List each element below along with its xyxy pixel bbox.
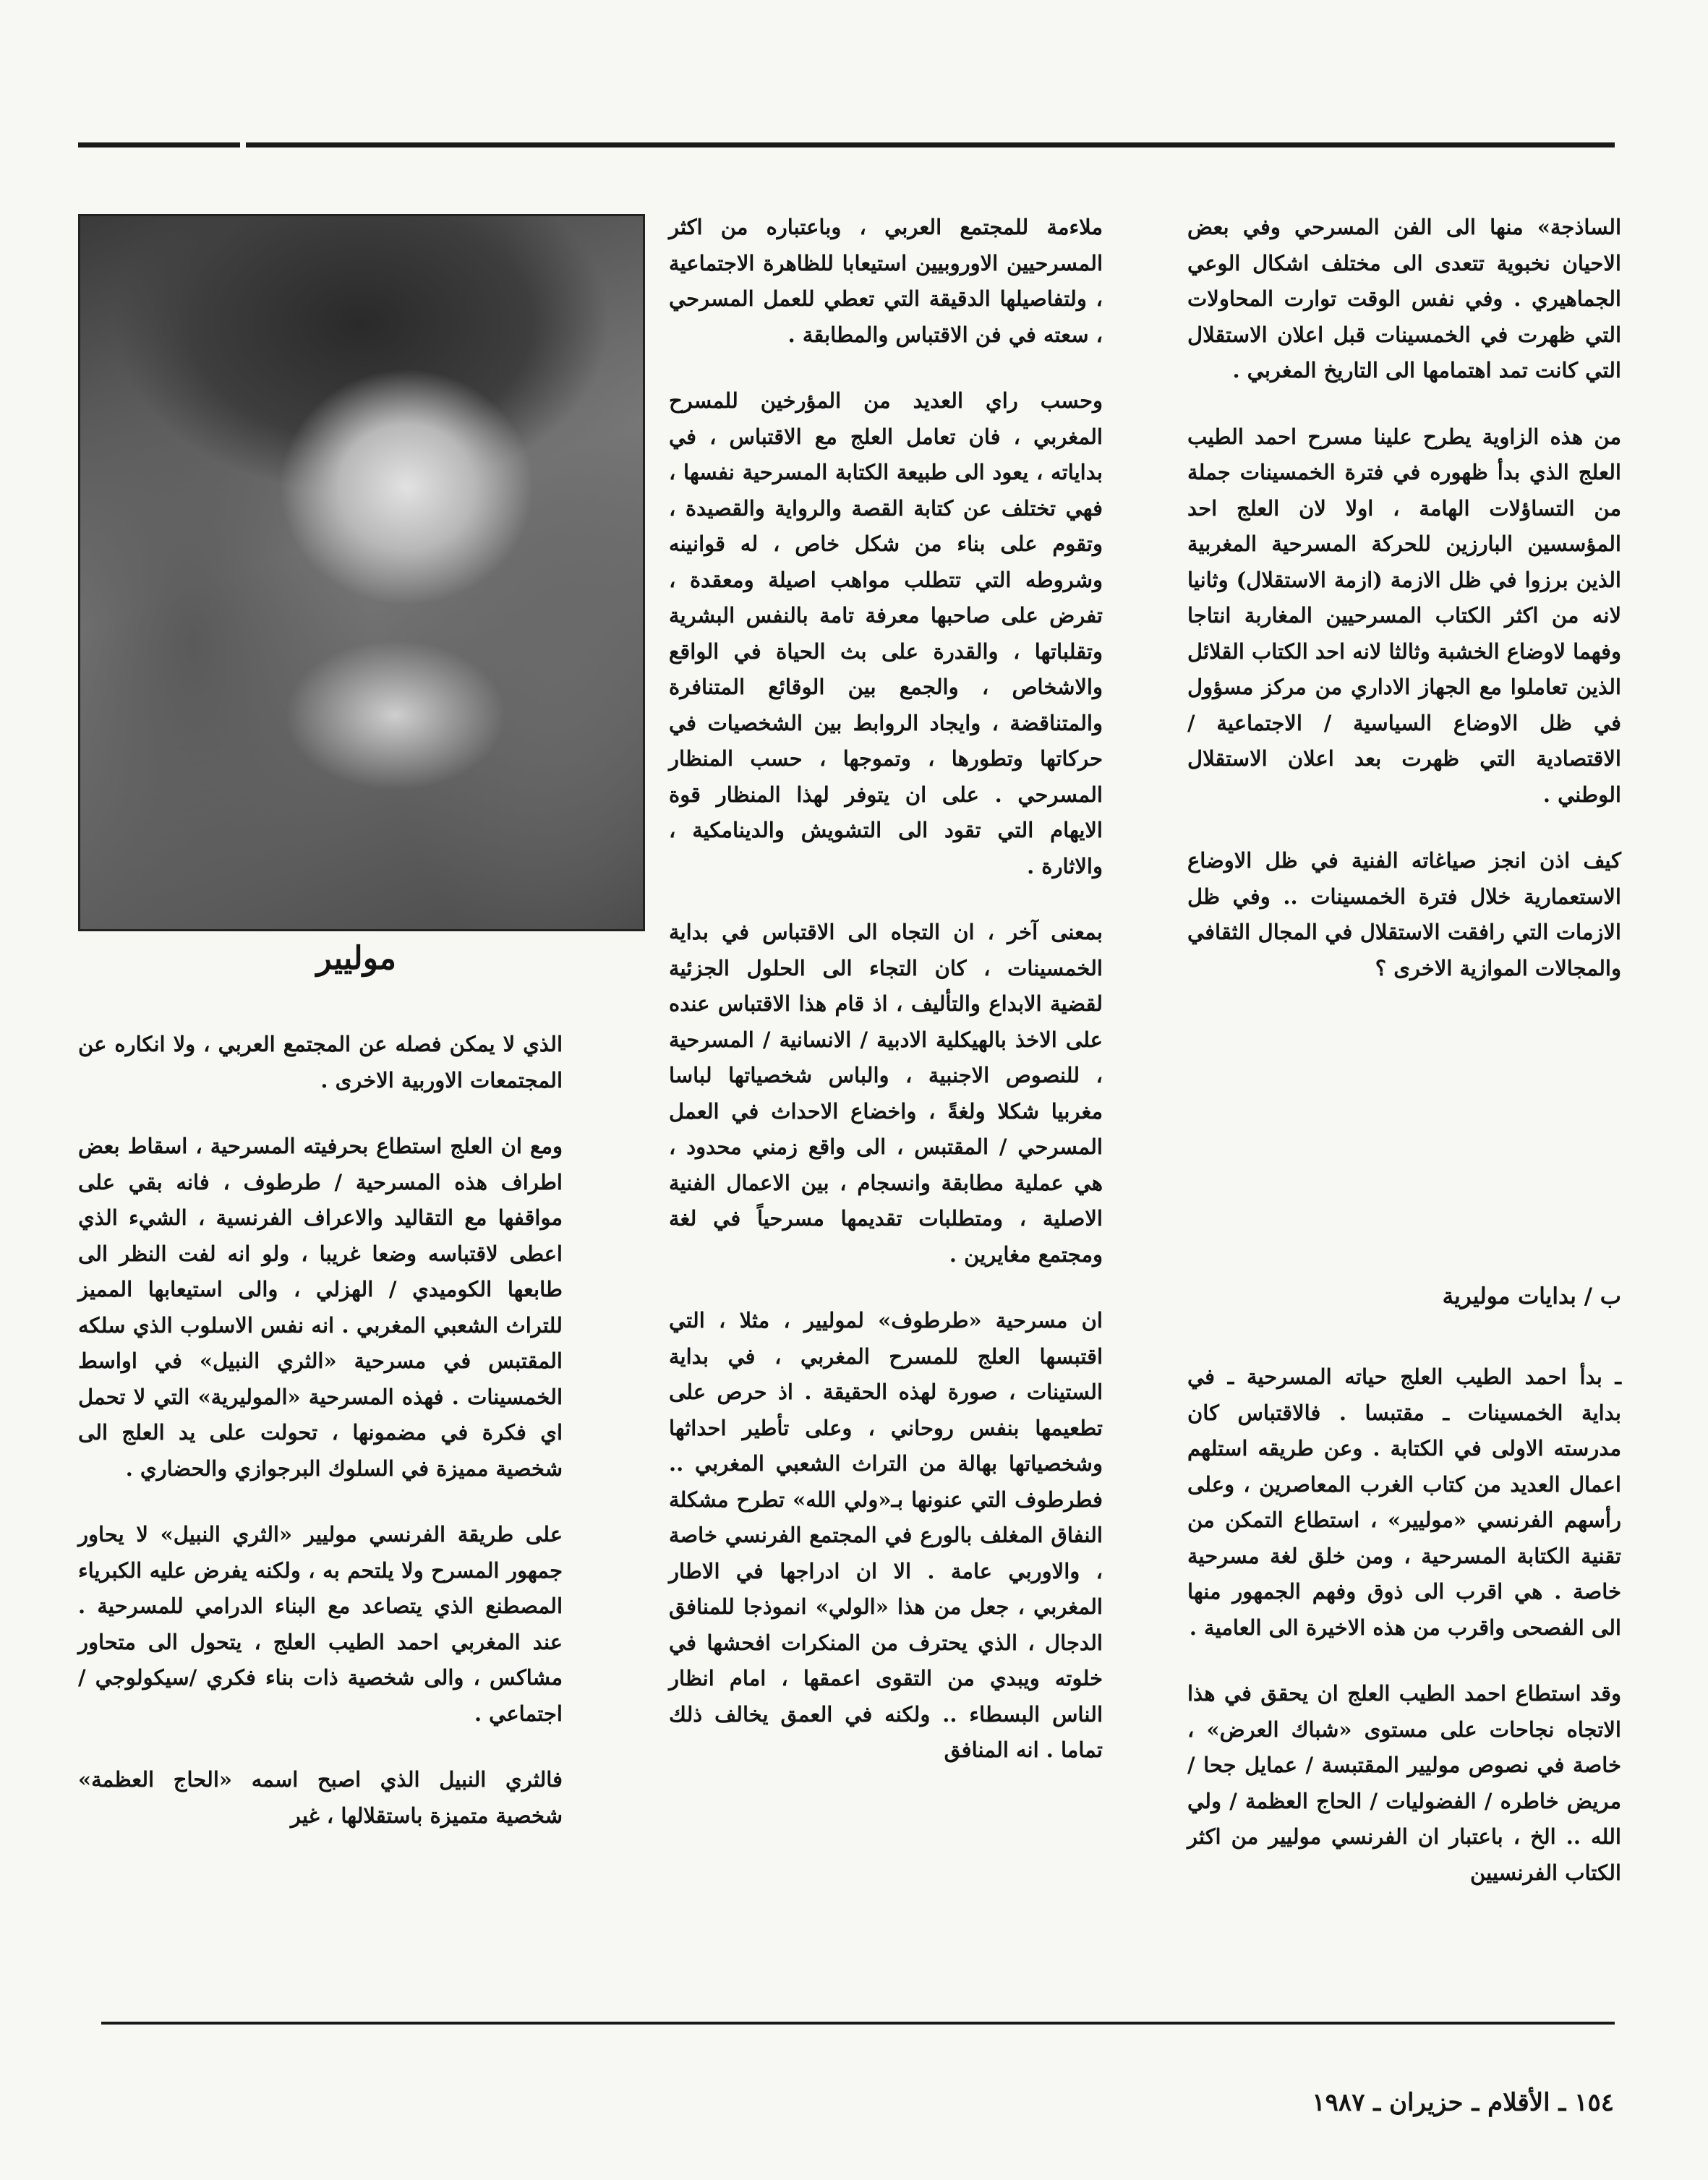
paragraph: بمعنى آخر ، ان التجاه الى الاقتباس في بداية الخمسينات ، كان التجاء الى الحلول الجزئية لقضية الابداع والتأليف ، اذ قام هذا الاقتباس عنده على الاخذ بالهيكلية الادبية / الانسانية / المسرحية ، للنصوص الاجنبية ، والباس شخصياتها لباسا مغربيا شكلا ولغةً ، واخضاع الاحداث في العمل المسرحي / المقتبس ، الى واقع زمني محدود ، هي عملية مطابقة وانسجام ، بين الاعمال الفنية الاصلية ، ومتطلبات تقديمها مسرحياً في لغة ومجتمع مغايرين .: [669, 920, 1103, 1267]
paragraph: ومع ان العلج استطاع بحرفيته المسرحية ، اسقاط بعض اطراف هذه المسرحية / طرطوف ، فانه بقي على مواقفها مع التقاليد والاعراف الفرنسية ، الشيء الذي اعطى لاقتباسه وضعا غريبا ، ولو انه لفت النظر الى طابعها الكوميدي / الهزلي ، والى استيعابها المميز للتراث الشعبي المغربي . انه نفس الاسلوب الذي سلكه المقتبس في مسرحية «الثري النبيل» في اواسط الخمسينات . فهذه المسرحية «الموليرية» التي لا تحمل اي فكرة في مضمونها ، تحولت على يد العلج الى شخصية مميزة في السلوك البرجوازي والحضاري .: [78, 1134, 563, 1481]
column-middle: [669, 210, 1103, 1769]
paragraph: كيف اذن انجز صياغاته الفنية في ظل الاوضاع الاستعمارية خلال فترة الخمسينات .. وفي ظل الازمات التي رافقت الاستقلال في المجال الثقافي والمجالات الموازية الاخرى ؟: [1187, 848, 1621, 980]
page-footer: ١٥٤ ـ الأقلام ـ حزيران ـ ١٩٨٧: [1312, 2088, 1614, 2117]
paragraph: من هذه الزاوية يطرح علينا مسرح احمد الطيب العلج الذي بدأ ظهوره في فترة الخمسينات جملة من التساؤلات الهامة ، اولا لان العلج احد المؤسسين البارزين للحركة المسرحية المغربية الذين برزوا في ظل الازمة (ازمة الاستقلال) وثانيا لانه من اكثر الكتاب المسرحيين المغاربة انتاجا وفهما لاوضاع الخشبة وثالثا لانه احد الكتاب القلائل الذين تعاملوا مع الجهاز الاداري من مركز مسؤول في ظل الاوضاع السياسية / الاجتماعية / الاقتصادية التي ظهرت بعد اعلان الاستقلال الوطني .: [1187, 424, 1621, 807]
paragraph: على طريقة الفرنسي موليير «الثري النبيل» لا يحاور جمهور المسرح ولا يلتحم به ، ولكنه يفرض عليه الكبرياء المصطنع الذي يتصاعد مع البناء الدرامي للمسرحية . عند المغربي احمد الطيب العلج ، يتحول الى متحاور مشاكس ، والى شخصية ذات بناء فكري /سيكولوجي / اجتماعي .: [78, 1522, 563, 1726]
paragraph: فالثري النبيل الذي اصبح اسمه «الحاج العظمة» شخصية متميزة باستقلالها ، غير: [78, 1767, 563, 1828]
column-left: [78, 1027, 563, 1834]
header-rule-left: [78, 142, 240, 148]
paragraph: وقد استطاع احمد الطيب العلج ان يحقق في هذا الاتجاه نجاحات على مستوى «شباك العرض» ، خاصة في نصوص موليير المقتبسة / عمايل جحا / مريض خاطره / الفضوليات / الحاج العظمة / ولي الله .. الخ ، باعتبار ان الفرنسي موليير من اكثر الكتاب الفرنسيين: [1187, 1681, 1621, 1885]
moliere-portrait-photo: [78, 214, 645, 931]
header-rule-right: [246, 142, 1615, 148]
paragraph: ـ بدأ احمد الطيب العلج حياته المسرحية ـ في بداية الخمسينات ـ مقتبسا . فالاقتباس كان مدرسته الاولى في الكتابة . وعن طريقه استلهم اعمال العديد من كتاب الغرب المعاصرين ، وعلى رأسهم الفرنسي «موليير» ، استطاع التمكن من تقنية الكتابة المسرحية ، ومن خلق لغة مسرحية خاصة . هي اقرب الى ذوق وفهم الجمهور منها الى الفصحى واقرب من هذه الاخيرة الى العامية .: [1187, 1364, 1621, 1640]
photo-caption: موليير: [316, 940, 396, 977]
section-subheading: ب / بدايات موليرية: [1442, 1283, 1621, 1309]
footer-rule: [101, 2022, 1615, 2025]
paragraph: ان مسرحية «طرطوف» لموليير ، مثلا ، التي اقتبسها العلج للمسرح المغربي ، في بداية الستينات ، صورة لهذه الحقيقة . اذ حرص على تطعيمها بنفس روحاني ، وعلى تأطير احداثها وشخصياتها بهالة من التراث الشعبي المغربي .. فطرطوف التي عنونها بـ«ولي الله» تطرح مشكلة النفاق المغلف بالورع في المجتمع الفرنسي خاصة ، والاوربي عامة . الا ان ادراجها في الاطار المغربي ، جعل من هذا «الولي» انموذجا للمنافق الدجال ، الذي يحترف من المنكرات افحشها في خلوته ويبدي من التقوى اعمقها ، امام انظار الناس البسطاء .. ولكنه في العمق يخالف ذلك تماما . انه المنافق: [669, 1308, 1103, 1762]
paragraph: وحسب راي العديد من المؤرخين للمسرح المغربي ، فان تعامل العلج مع الاقتباس ، في بداياته ، يعود الى طبيعة الكتابة المسرحية نفسها ، فهي تختلف عن كتابة القصة والرواية والقصيدة ، وتقوم على بناء من شكل خاص ، له قوانينه وشروطه التي تتطلب مواهب اصيلة ومعقدة ، تفرض على صاحبها معرفة تامة بالنفس البشرية وتقلباتها ، والقدرة على بث الحياة في الواقع والاشخاص ، والجمع بين الوقائع المتنافرة والمتناقضة ، وايجاد الروابط بين الشخصيات في حركاتها وتطورها ، وتموجها ، حسب المنظار المسرحي . على ان يتوفر لهذا المنظار قوة الايهام التي تقود الى التشويش والدينامكية ، والاثارة .: [669, 388, 1103, 879]
paragraph: ملاءمة للمجتمع العربي ، وباعتباره من اكثر المسرحيين الاوروبيين استيعابا للظاهرة الاجتماعية ، ولتفاصيلها الدقيقة التي تعطي للعمل المسرحي ، سعته في فن الاقتباس والمطابقة .: [669, 215, 1103, 347]
column-right: [1187, 210, 1621, 986]
paragraph: الساذجة» منها الى الفن المسرحي وفي بعض الاحيان نخبوية تتعدى الى مختلف اشكال الوعي الجماهيري . وفي نفس الوقت توارت المحاولات التي ظهرت في الخمسينات قبل اعلان الاستقلال التي كانت تمد اهتمامها الى التاريخ المغربي .: [1187, 215, 1621, 382]
column-right-continued: [1187, 1359, 1621, 1891]
paragraph: الذي لا يمكن فصله عن المجتمع العربي ، ولا انكاره عن المجتمعات الاوربية الاخرى .: [78, 1032, 563, 1093]
